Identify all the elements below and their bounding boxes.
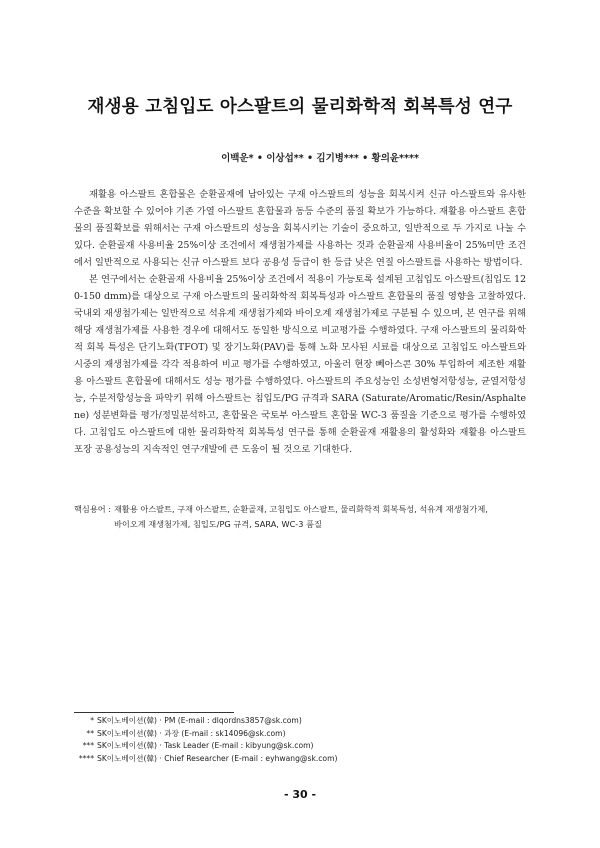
keywords-line-1: 재활용 아스팔트, 구재 아스팔트, 순환골재, 고침입도 아스팔트, 물리화학적 회복특성, 석유계 재생첨가제,: [114, 504, 488, 514]
keywords-label-spacer: [74, 517, 114, 532]
keywords: [74, 502, 526, 532]
footnote-text: SK이노베이션(韓) · Chief Researcher (E-mail : eyhwang@sk.com): [97, 753, 338, 763]
footnote-mark: ***: [82, 741, 94, 750]
abstract-paragraph-2: 본 연구에서는 순환골재 사용비율 25%이상 조건에서 적용이 가능토록 설계된 고침입도 아스팔트(침입도 120-150 dmm)를 대상으로 구재 아스팔트의 물리화학적 회복특성과 아스팔트 혼합물의 품질 영향을 고찰하였다. 국내외 재생첨가제는 일반적으로 석유계 재생첨가제와 바이오계 재생첨가제로 구분될 수 있으며, 본 연구를 위해 해당 재생첨가제를 사용한 경우에 대해서도 동일한 방식으로 비교평가를 수행하였다. 구재 아스팔트의 물리화학적 회복 특성은 단기노화(TFOT) 및 장기노화(PAV)를 통해 노화 모사된 시료를 대상으로 고침입도 아스팔트와 시중의 재생첨가제를 각각 적용하여 비교 평가를 수행하였고, 아울러 현장 뻬아스콘 30% 투입하여 제조한 재활용 아스팔트 혼합물에 대해서도 성능 평가를 수행하였다. 아스팔트의 주요성능인 소성변형저항성능, 균열저항성능, 수분저항성능을 파악키 위해 아스팔트는 침입도/PG 규격과 SARA (Saturate/Aromatic/Resin/Asphaltene) 성분변화를 평가/정밀분석하고, 혼합물은 국토부 아스팔트 혼합물 WC-3 품질을 기준으로 평가를 수행하였다. 고침입도 아스팔트에 대한 물리화학적 회복특성 연구를 통해 순환골재 재활용의 활성화와 재활용 아스팔트 포장 공용성능의 지속적인 연구개발에 큰 도움이 될 것으로 기대한다.: [74, 274, 526, 455]
footnote-mark: ****: [78, 753, 94, 763]
footnote: [74, 753, 494, 766]
author-list: 이백운* • 이상섭** • 김기병*** • 황의윤****: [221, 153, 419, 164]
footnote: [74, 728, 494, 741]
keywords-label: 핵심용어 :: [74, 504, 111, 514]
abstract-paragraph-1: 재활용 아스팔트 혼합물은 순환골재에 남아있는 구재 아스팔트의 성능을 회복시켜 신규 아스팔트와 유사한 수준을 확보할 수 있어야 기존 가열 아스팔트 혼합물과 동등 수준의 품질 확보가 가능하다. 재활용 아스팔트 혼합물의 품질확보를 위해서는 구재 아스팔트의 성능을 회복시키는 기술이 중요하고, 일반적으로 두 가지로 나눌 수 있다. 순환골재 사용비율 25%이상 조건에서 재생첨가제를 사용하는 것과 순환골재 사용비율이 25%미만 조건에서 일반적으로 사용되는 신규 아스팔트 보다 공용성 등급이 한 등급 낮은 연질 아스팔트를 사용하는 방법이다.: [74, 189, 526, 268]
footnote-text: SK이노베이션(韓) · Task Leader (E-mail : kibyung@sk.com): [97, 741, 314, 750]
page-number: - 30 -: [283, 788, 317, 801]
footnote: [74, 715, 494, 728]
keywords-row-1: [74, 502, 526, 517]
footnotes: [74, 715, 494, 765]
footnote-text: SK이노베이션(韓) · 과장 (E-mail : sk14096@sk.com): [97, 728, 286, 738]
footnote-divider: [74, 712, 234, 713]
footnote-mark: **: [86, 728, 94, 738]
abstract: [74, 186, 526, 458]
keywords-line-2: 바이오계 재생첨가제, 침입도/PG 규격, SARA, WC-3 품질: [114, 519, 322, 529]
footnote-mark: *: [90, 716, 94, 725]
keywords-row-2: [74, 517, 526, 532]
footnote: [74, 740, 494, 753]
paper-title: 재생용 고침입도 아스팔트의 물리화학적 회복특성 연구: [87, 97, 513, 117]
footnote-text: SK이노베이션(韓) · PM (E-mail : dlqordns3857@sk.com): [97, 716, 302, 725]
